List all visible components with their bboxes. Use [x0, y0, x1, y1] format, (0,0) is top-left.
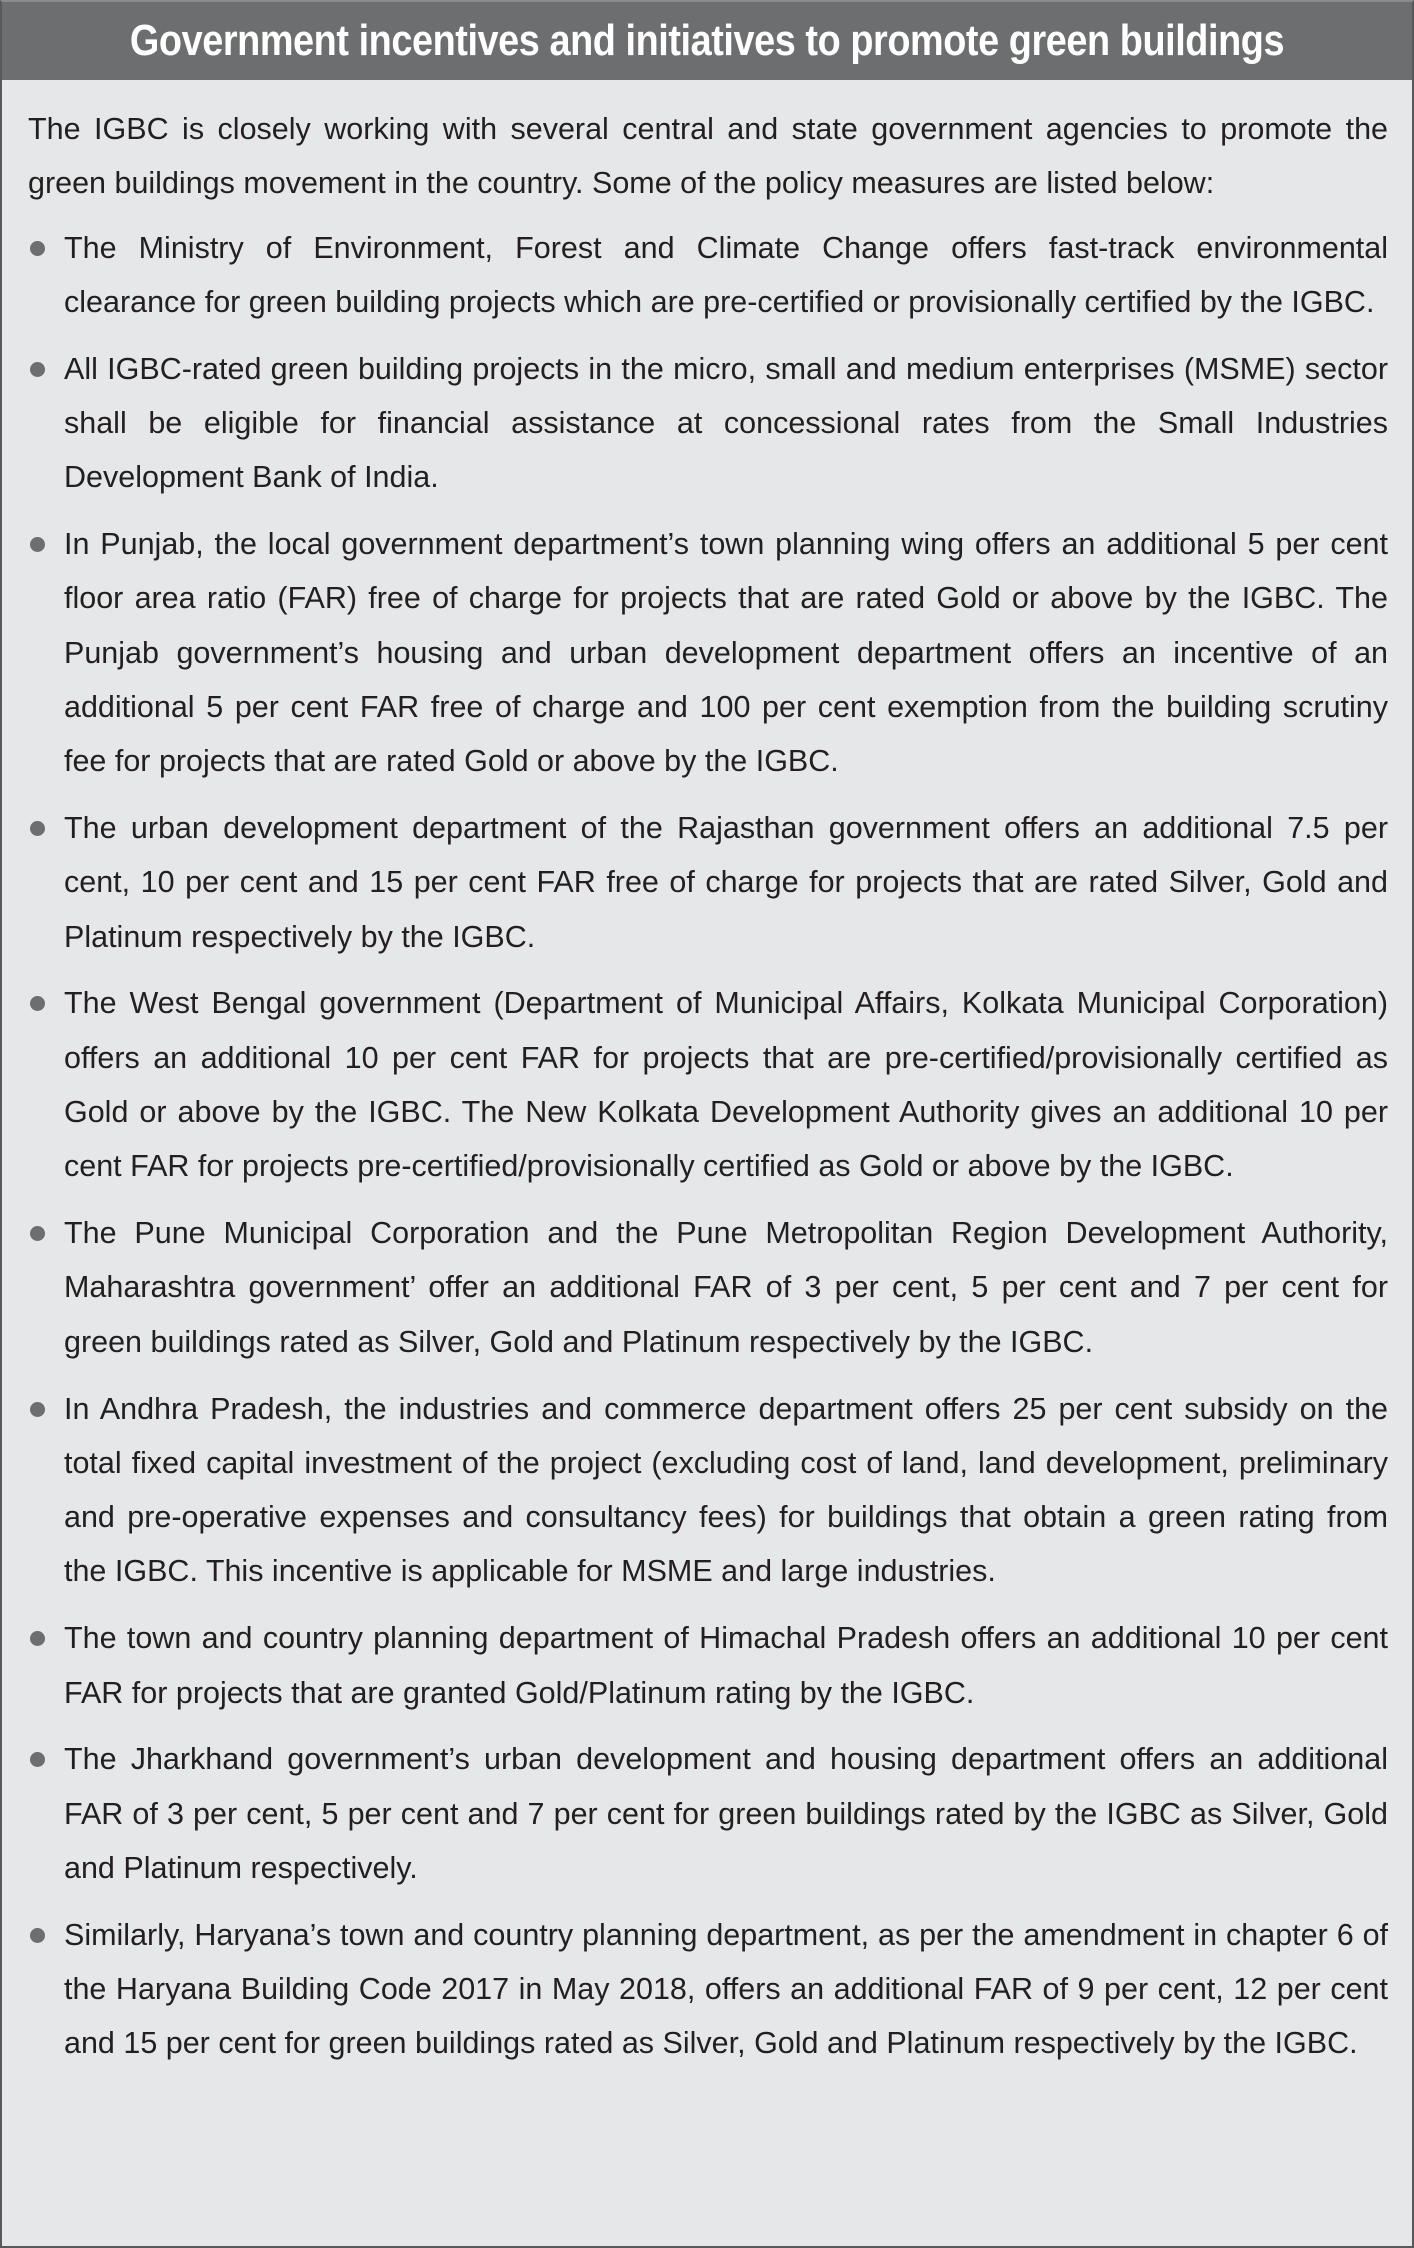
intro-paragraph: The IGBC is closely working with several central and state government agencies to promote the green buildings movement in the country. Some of the policy measures are listed below:: [28, 112, 1388, 201]
box-header: [2, 2, 1412, 80]
list-item-text: In Andhra Pradesh, the industries and commerce department offers 25 per cent subsidy on the total fixed capital investment of the project (excluding cost of land, land development, preliminary and pre-operative expenses and consultancy fees) for buildings that obtain a green rating from the IGBC. This incentive is applicable for MSME and large industries.: [64, 1391, 1388, 1589]
box-title: Government incentives and initiatives to promote green buildings: [101, 2, 1314, 80]
bullet-icon: [30, 1402, 45, 1417]
bullet-icon: [30, 821, 45, 836]
list-item: [28, 221, 1388, 330]
list-item-text: The Jharkhand government’s urban development and housing department offers an additional FAR of 3 per cent, 5 per cent and 7 per cent for green buildings rated by the IGBC as Silver, Gold and Platinum respectively.: [64, 1742, 1388, 1885]
bullet-icon: [30, 1631, 45, 1646]
list-item-text: In Punjab, the local government department’s town planning wing offers an additional 5 per cent floor area ratio (FAR) free of charge for projects that are rated Gold or above by the IGBC. The Punjab government’s housing and urban development department offers an incentive of an additional 5 per cent FAR free of charge and 100 per cent exemption from the building scrutiny fee for projects that are rated Gold or above by the IGBC.: [64, 527, 1388, 779]
bullet-icon: [30, 241, 45, 256]
list-item: [28, 1611, 1388, 1720]
list-item: [28, 1382, 1388, 1599]
policy-list: [28, 221, 1388, 2071]
list-item: [28, 1908, 1388, 2071]
box-content: [2, 80, 1412, 2071]
bullet-icon: [30, 1226, 45, 1241]
bullet-icon: [30, 1928, 45, 1943]
list-item-text: The West Bengal government (Department of Municipal Affairs, Kolkata Municipal Corporation) offers an additional 10 per cent FAR for projects that are pre-certified/provisionally certified as Gold or above by the IGBC. The New Kolkata Development Authority gives an additional 10 per cent FAR for projects pre-certified/provisionally certified as Gold or above by the IGBC.: [64, 986, 1388, 1184]
list-item-text: All IGBC-rated green building projects in the micro, small and medium enterprises (MSME) sector shall be eligible for financial assistance at concessional rates from the Small Industries Development Bank of India.: [64, 351, 1388, 495]
list-item: [28, 801, 1388, 964]
list-item: [28, 976, 1388, 1193]
list-item-text: The Pune Municipal Corporation and the Pune Metropolitan Region Development Authority, Maharashtra government’ offer an additional FAR of 3 per cent, 5 per cent and 7 per cent for green buildings rated as Silver, Gold and Platinum respectively by the IGBC.: [64, 1216, 1388, 1359]
bullet-icon: [30, 362, 45, 377]
list-item-text: The urban development department of the Rajasthan government offers an additional 7.5 per cent, 10 per cent and 15 per cent FAR free of charge for projects that are rated Silver, Gold and Platinum respectively by the IGBC.: [64, 811, 1388, 954]
list-item-text: The town and country planning department of Himachal Pradesh offers an additional 10 per cent FAR for projects that are granted Gold/Platinum rating by the IGBC.: [64, 1621, 1388, 1710]
list-item: [28, 517, 1388, 788]
list-item: [28, 1206, 1388, 1369]
bullet-icon: [30, 996, 45, 1011]
list-item: [28, 1732, 1388, 1895]
bullet-icon: [30, 537, 45, 552]
list-item: [28, 342, 1388, 505]
bullet-icon: [30, 1752, 45, 1767]
list-item-text: The Ministry of Environment, Forest and Climate Change offers fast-track environmental clearance for green building projects which are pre-certified or provisionally certified by the IGBC.: [64, 230, 1388, 319]
list-item-text: Similarly, Haryana’s town and country planning department, as per the amendment in chapter 6 of the Haryana Building Code 2017 in May 2018, offers an additional FAR of 9 per cent, 12 per cent and 15 per cent for green buildings rated as Silver, Gold and Platinum respectively by the IGBC.: [64, 1917, 1388, 2061]
